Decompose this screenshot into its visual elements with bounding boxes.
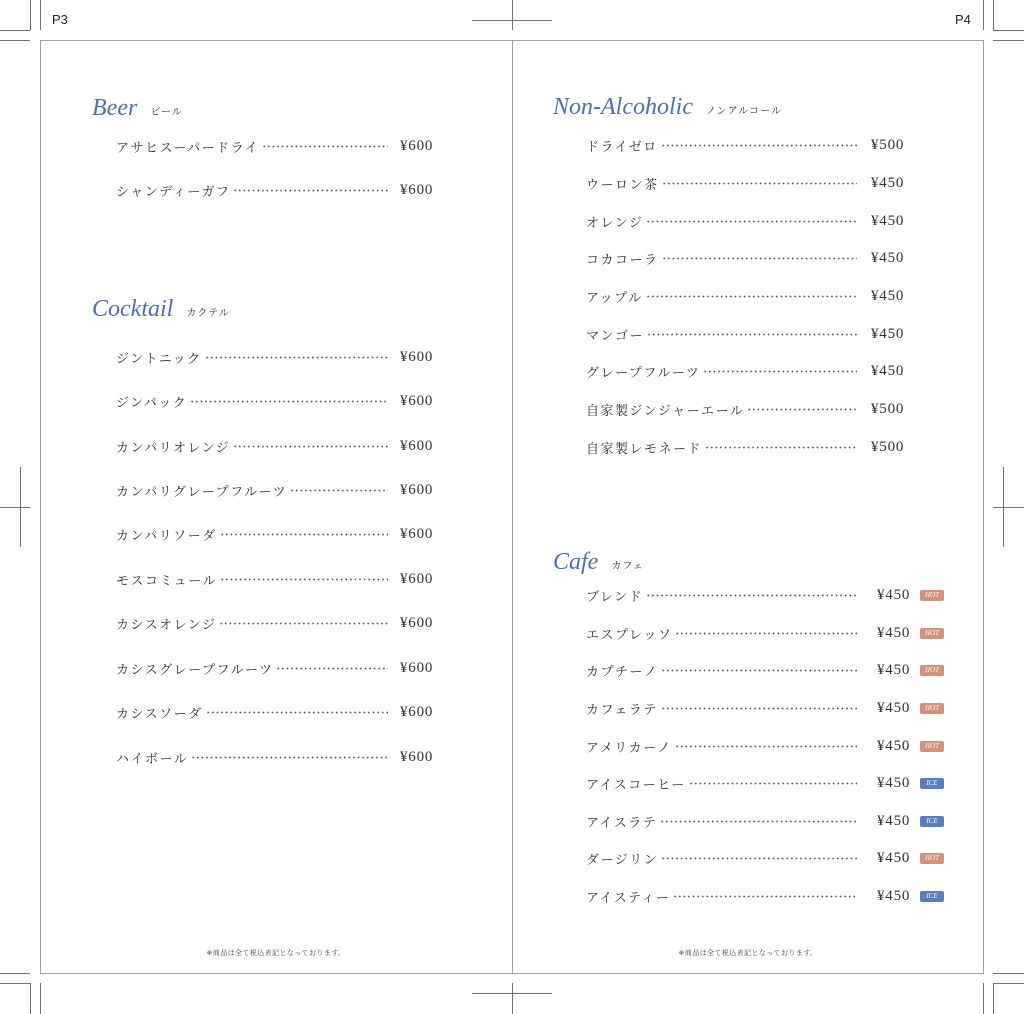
dot-leader xyxy=(662,707,857,710)
item-price: ¥600 xyxy=(400,137,434,154)
menu-item xyxy=(586,240,907,278)
section-title-cafe xyxy=(553,547,644,577)
item-price: ¥500 xyxy=(871,438,905,455)
item-name: エスプレッソ xyxy=(586,627,673,643)
item-price: ¥450 xyxy=(871,363,905,380)
menu-item xyxy=(586,878,944,916)
item-name: モスコミュール xyxy=(116,573,217,589)
item-price: ¥600 xyxy=(400,526,434,543)
dot-leader xyxy=(648,333,857,336)
item-price: ¥450 xyxy=(877,624,911,641)
section-title-en: Cocktail xyxy=(92,296,174,322)
item-name: グレープフルーツ xyxy=(586,366,701,382)
crop-mark xyxy=(40,0,41,30)
menu-item xyxy=(116,646,437,690)
section-title-ja: ビール xyxy=(150,107,183,118)
crop-mark xyxy=(993,983,994,1014)
item-price: ¥450 xyxy=(877,587,911,604)
item-price: ¥600 xyxy=(400,570,434,587)
menu-item xyxy=(586,577,944,615)
crop-mark xyxy=(0,973,30,974)
item-price: ¥450 xyxy=(871,250,905,267)
crop-mark xyxy=(993,40,1024,41)
menu-item xyxy=(586,127,907,165)
menu-item xyxy=(586,429,907,467)
section-title-non-alcoholic xyxy=(553,92,782,122)
item-price: ¥450 xyxy=(877,812,911,829)
item-price: ¥450 xyxy=(877,662,911,679)
crop-mark xyxy=(993,0,994,30)
crop-mark xyxy=(0,30,30,31)
dot-leader xyxy=(690,782,857,785)
item-name: 自家製ジンジャーエール xyxy=(586,404,745,420)
dot-leader xyxy=(662,857,857,860)
dot-leader xyxy=(234,189,388,192)
menu-item xyxy=(116,691,437,735)
item-price: ¥500 xyxy=(871,137,905,154)
center-crop-mark xyxy=(472,993,552,994)
dot-leader xyxy=(748,408,857,411)
dot-leader xyxy=(191,400,388,403)
item-name: ジントニック xyxy=(116,351,202,367)
side-crop-mark xyxy=(993,507,1024,508)
item-name: カシスグレープフルーツ xyxy=(116,662,274,678)
item-name: ブレンド xyxy=(586,590,644,606)
item-price: ¥450 xyxy=(877,850,911,867)
section-title-en: Beer xyxy=(92,95,138,121)
page-label-left: P3 xyxy=(52,12,68,27)
menu-item xyxy=(116,513,437,557)
menu-item xyxy=(586,840,944,878)
item-name: カンパリオレンジ xyxy=(116,440,231,456)
item-name: ドライゼロ xyxy=(586,140,658,156)
item-price: ¥600 xyxy=(400,482,434,499)
item-name: カンパリソーダ xyxy=(116,529,217,545)
hot-badge: HOT xyxy=(920,628,944,639)
hot-badge: HOT xyxy=(920,590,944,601)
menu-item xyxy=(586,652,944,690)
dot-leader xyxy=(234,445,388,448)
item-price: ¥450 xyxy=(877,700,911,717)
hot-badge: HOT xyxy=(920,741,944,752)
item-name: アイスコーヒー xyxy=(586,778,686,794)
dot-leader xyxy=(221,578,388,581)
item-name: カンパリグレープフルーツ xyxy=(116,485,288,501)
section-title-ja: ノンアルコール xyxy=(705,106,782,117)
ice-badge: ICE xyxy=(920,891,944,902)
item-name: マンゴー xyxy=(586,328,645,344)
crop-mark xyxy=(983,0,984,30)
crop-mark xyxy=(993,983,1024,984)
tax-note-left: ※商品は全て税込表記となっております。 xyxy=(206,949,346,957)
menu-item xyxy=(116,735,437,779)
menu-item xyxy=(586,765,944,803)
item-name: アップル xyxy=(586,291,643,307)
dot-leader xyxy=(661,820,857,823)
menu-item xyxy=(586,315,907,353)
item-name: アメリカーノ xyxy=(586,740,672,756)
item-price: ¥600 xyxy=(400,393,434,410)
dot-leader xyxy=(206,356,388,359)
side-crop-mark xyxy=(1003,467,1004,547)
dot-leader xyxy=(706,446,857,449)
section-title-cocktail xyxy=(92,294,230,324)
crop-mark xyxy=(993,30,1024,31)
dot-leader xyxy=(647,295,857,298)
page-label-right: P4 xyxy=(955,12,971,27)
crop-mark xyxy=(40,983,41,1014)
crop-mark xyxy=(993,973,1024,974)
item-price: ¥450 xyxy=(871,175,905,192)
item-name: シャンディーガフ xyxy=(116,185,231,201)
dot-leader xyxy=(220,622,388,625)
item-name: カシスオレンジ xyxy=(116,618,217,634)
section-title-ja: カフェ xyxy=(611,561,644,572)
section-title-en: Non-Alcoholic xyxy=(553,94,693,120)
dot-leader xyxy=(291,489,388,492)
dot-leader xyxy=(647,220,857,223)
section-title-en: Cafe xyxy=(553,549,599,575)
item-name: アイスラテ xyxy=(586,815,658,831)
menu-item xyxy=(586,165,907,203)
dot-leader xyxy=(207,711,388,714)
menu-item xyxy=(116,602,437,646)
side-crop-mark xyxy=(20,467,21,547)
item-name: アサヒスーパードライ xyxy=(116,140,260,156)
side-crop-mark xyxy=(0,507,30,508)
beer-list xyxy=(116,124,437,213)
item-name: オレンジ xyxy=(586,215,644,231)
cocktail-list xyxy=(116,335,437,779)
crop-mark xyxy=(30,983,31,1014)
menu-item xyxy=(586,615,944,653)
item-price: ¥600 xyxy=(400,437,434,454)
menu-item xyxy=(586,278,907,316)
crop-mark xyxy=(0,983,30,984)
item-price: ¥600 xyxy=(400,348,434,365)
item-name: ジンバック xyxy=(116,396,188,412)
item-price: ¥600 xyxy=(400,182,434,199)
menu-item xyxy=(586,727,944,765)
cafe-list xyxy=(586,577,944,915)
dot-leader xyxy=(663,182,857,185)
item-name: 自家製レモネード xyxy=(586,441,703,457)
item-price: ¥450 xyxy=(871,288,905,305)
item-price: ¥600 xyxy=(400,748,434,765)
center-crop-mark xyxy=(512,0,513,30)
menu-item xyxy=(116,557,437,601)
dot-leader xyxy=(277,667,388,670)
dot-leader xyxy=(663,257,857,260)
item-price: ¥600 xyxy=(400,615,434,632)
dot-leader xyxy=(676,632,857,635)
item-name: コカコーラ xyxy=(586,253,659,269)
hot-badge: HOT xyxy=(920,853,944,864)
crop-mark xyxy=(0,40,30,41)
item-price: ¥450 xyxy=(871,325,905,342)
menu-item xyxy=(586,202,907,240)
item-price: ¥600 xyxy=(400,659,434,676)
item-name: ウーロン茶 xyxy=(586,178,659,194)
item-name: ダージリン xyxy=(586,853,659,869)
section-title-beer xyxy=(92,93,183,123)
hot-badge: HOT xyxy=(920,665,944,676)
tax-note-right: ※商品は全て税込表記となっております。 xyxy=(678,949,818,957)
menu-item xyxy=(586,690,944,728)
menu-item xyxy=(116,124,437,169)
center-crop-mark xyxy=(512,983,513,1014)
dot-leader xyxy=(263,145,388,148)
crop-mark xyxy=(30,0,31,30)
menu-item xyxy=(116,379,437,423)
menu-item xyxy=(586,803,944,841)
dot-leader xyxy=(704,370,857,373)
non-alcoholic-list xyxy=(586,127,907,466)
dot-leader xyxy=(662,144,857,147)
page-divider xyxy=(512,40,513,973)
dot-leader xyxy=(662,669,857,672)
section-title-ja: カクテル xyxy=(186,308,230,319)
dot-leader xyxy=(676,745,857,748)
center-crop-mark xyxy=(472,20,552,21)
item-name: カプチーノ xyxy=(586,665,659,681)
menu-item xyxy=(116,468,437,512)
menu-item xyxy=(116,424,437,468)
dot-leader xyxy=(674,895,857,898)
ice-badge: ICE xyxy=(920,816,944,827)
dot-leader xyxy=(647,594,857,597)
item-price: ¥500 xyxy=(871,401,905,418)
menu-item xyxy=(116,169,437,214)
item-price: ¥450 xyxy=(877,775,911,792)
item-name: カシスソーダ xyxy=(116,707,203,723)
hot-badge: HOT xyxy=(920,703,944,714)
item-price: ¥450 xyxy=(877,737,911,754)
menu-item xyxy=(586,353,907,391)
item-price: ¥450 xyxy=(877,888,911,905)
item-name: カフェラテ xyxy=(586,703,658,719)
menu-item xyxy=(586,391,907,429)
menu-item xyxy=(116,335,437,379)
item-name: ハイボール xyxy=(116,751,189,767)
dot-leader xyxy=(192,756,388,759)
item-price: ¥600 xyxy=(400,704,434,721)
item-name: アイスティー xyxy=(586,891,671,907)
ice-badge: ICE xyxy=(920,778,944,789)
item-price: ¥450 xyxy=(871,212,905,229)
dot-leader xyxy=(221,533,388,536)
crop-mark xyxy=(983,983,984,1014)
